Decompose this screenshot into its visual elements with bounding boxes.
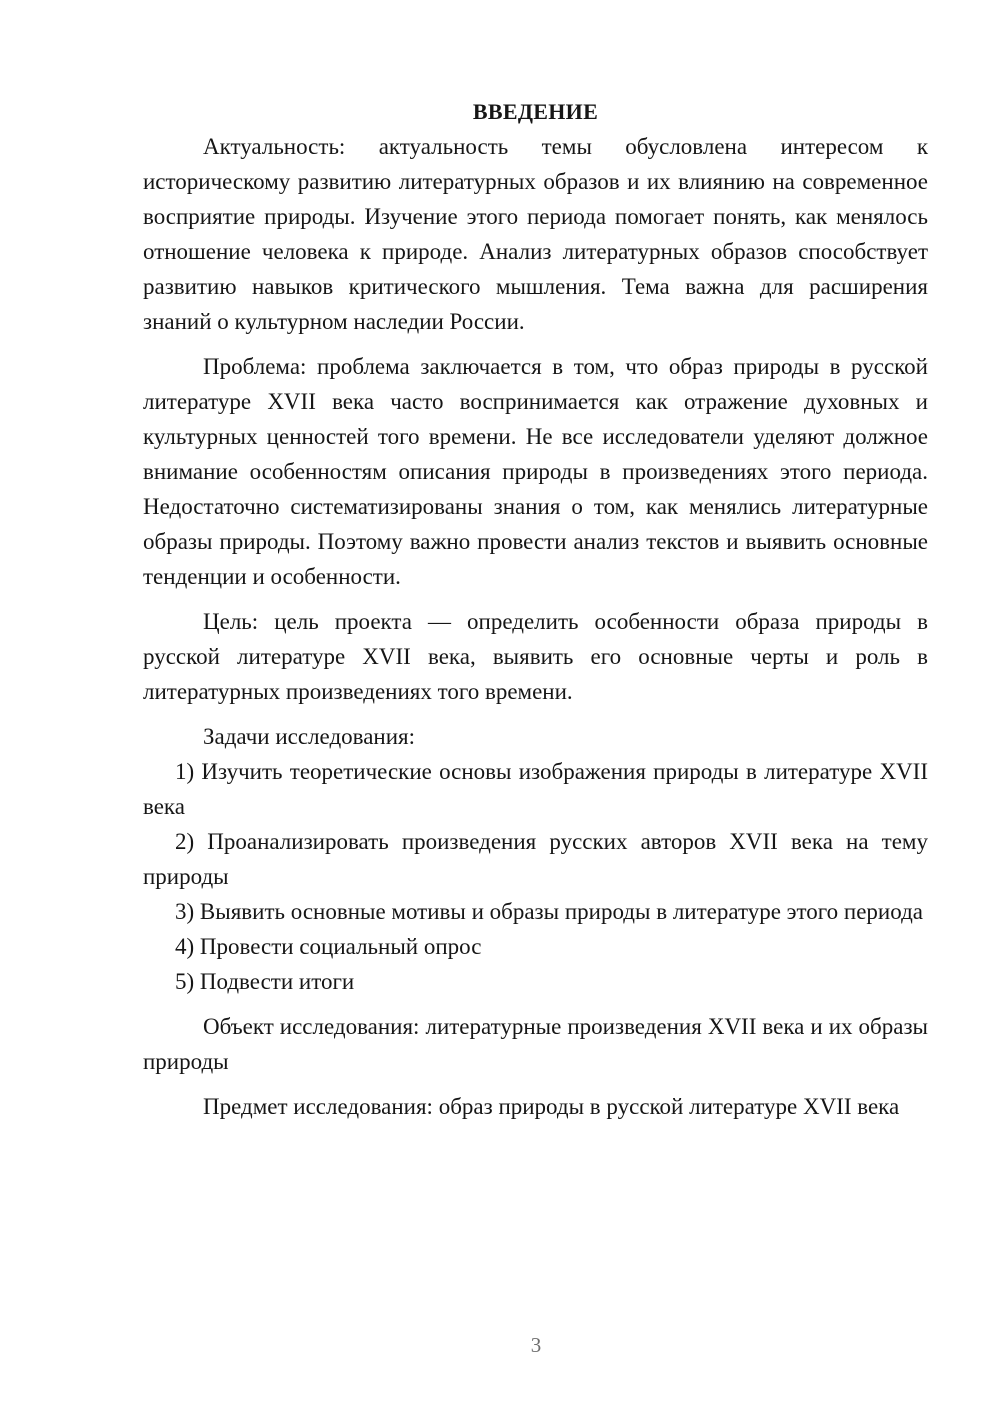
problem-paragraph: Проблема: проблема заключается в том, что образ природы в русской литературе XVII века часто воспринимается как отражение духовных и культурных ценностей того времени. Не все исследователи уделяют должное внимание особенностям описания природы в произведениях этого периода. Недостаточно систематизированы знания о том, как менялись литературные образы природы. Поэтому важно провести анализ текстов и выявить основные тенденции и особенности.: [143, 354, 928, 589]
goal-paragraph: Цель: цель проекта — определить особенности образа природы в русской литературе XVII века, выявить его основные черты и роль в литературных произведениях того времени.: [143, 609, 928, 704]
task-item: 3) Выявить основные мотивы и образы природы в литературе этого периода: [175, 899, 923, 924]
task-item: 2) Проанализировать произведения русских авторов XVII века на тему природы: [143, 829, 928, 889]
page-number: 3: [530, 1333, 542, 1357]
relevance-paragraph: Актуальность: актуальность темы обусловлена интересом к историческому развитию литературных образов и их влиянию на современное восприятие природы. Изучение этого периода помогает понять, как менялось отношение человека к природе. Анализ литературных образов способствует развитию навыков критического мышления. Тема важна для расширения знаний о культурном наследии России.: [143, 134, 928, 334]
task-item: 5) Подвести итоги: [175, 969, 355, 994]
tasks-heading: Задачи исследования:: [203, 724, 416, 749]
page-title: ВВЕДЕНИЕ: [472, 99, 599, 124]
subject-paragraph: Предмет исследования: образ природы в русской литературе XVII века: [203, 1094, 900, 1119]
document-body: [143, 94, 928, 1124]
task-item: 4) Провести социальный опрос: [175, 934, 482, 959]
object-paragraph: Объект исследования: литературные произведения XVII века и их образы природы: [143, 1014, 928, 1074]
task-item: 1) Изучить теоретические основы изображения природы в литературе XVII века: [143, 759, 928, 819]
